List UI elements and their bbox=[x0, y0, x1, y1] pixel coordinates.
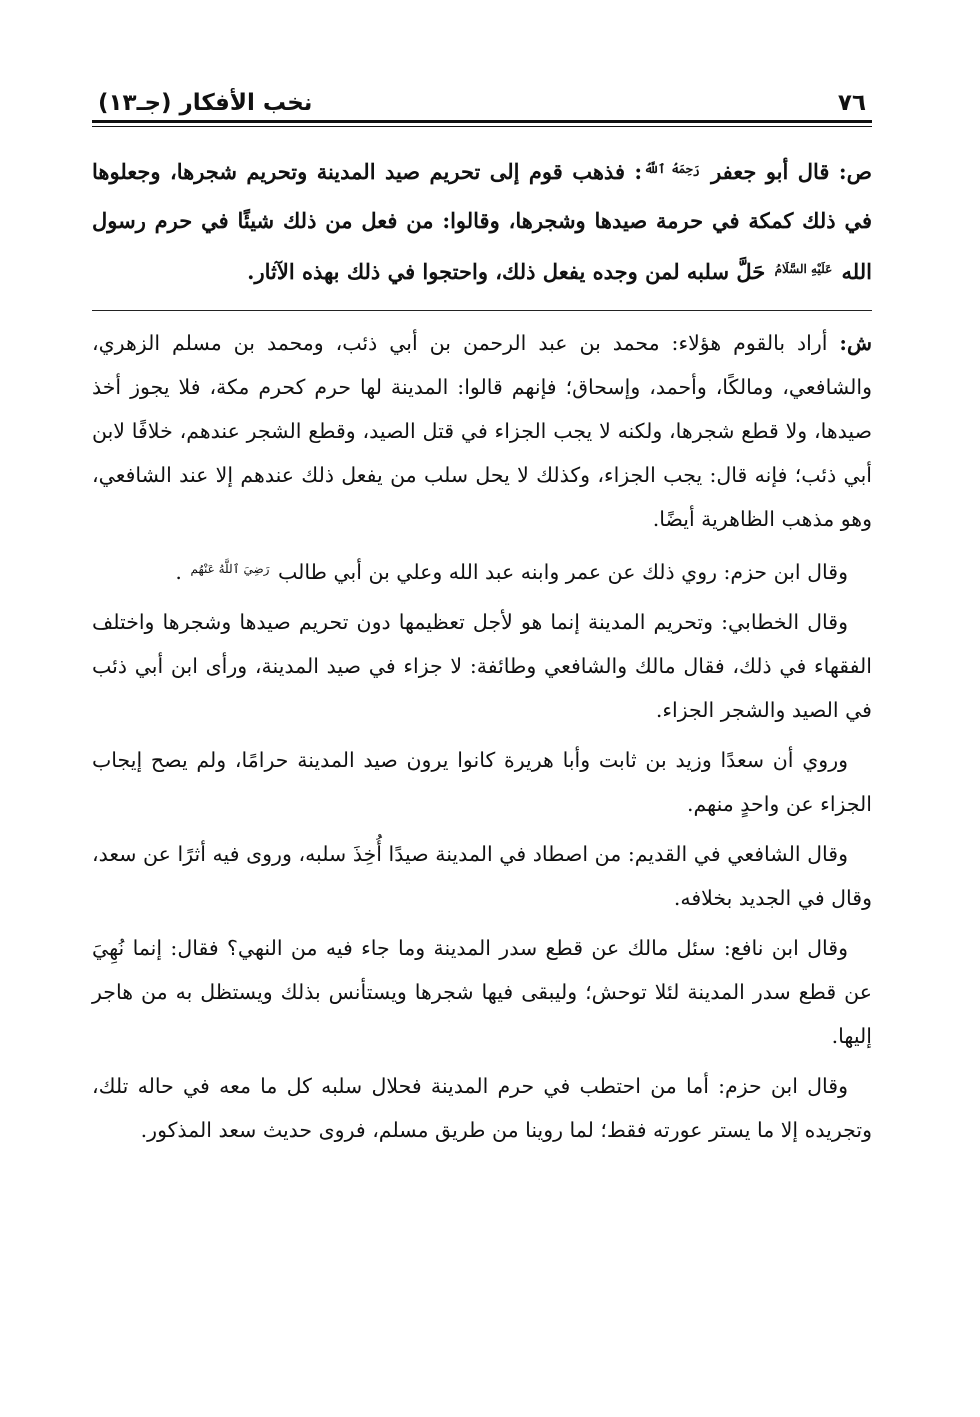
ibn-hazm-quote-end: . bbox=[175, 560, 182, 584]
ibn-hazm-ruling-paragraph: وقال ابن حزم: أما من احتطب في حرم المدينة فحلال سلبه كل ما معه في حاله تلك، وتجريده إلا ما يستر عورته فقط؛ لما روينا من طريق مسلم، فروى حديث سعد المذكور. bbox=[92, 1074, 872, 1142]
page-body bbox=[92, 145, 872, 1152]
section-divider bbox=[92, 310, 872, 311]
page-number: ٧٦ bbox=[837, 90, 866, 116]
running-title: نخب الأفكار (جـ١٣) bbox=[98, 90, 313, 116]
saad-narration-paragraph: وروي أن سعدًا وزيد بن ثابت وأبا هريرة كانوا يرون صيد المدينة حرامًا، ولم يصح إيجاب الجزاء عن واحدٍ منهم. bbox=[92, 748, 872, 816]
matn-paragraph bbox=[92, 145, 872, 296]
radiyallahu-anhum-honorific: رَضِيَ ٱللَّهُ عَنْهُم bbox=[190, 562, 270, 576]
sharh-marker: ش: bbox=[839, 331, 872, 355]
rahimahullah-honorific: رَحِمَهُ ٱللَّهُ bbox=[644, 162, 700, 176]
sharh-paragraph bbox=[92, 321, 872, 541]
document-page bbox=[92, 72, 872, 1152]
ibn-nafi-paragraph: وقال ابن نافع: سئل مالك عن قطع سدر المدينة وما جاء فيه من النهي؟ فقال: إنما نُهِيَ عن قطع سدر المدينة لئلا توحش؛ وليبقى فيها شجرها ويستأنس بذلك ويستظل به من هاجر إليها. bbox=[92, 936, 872, 1048]
ibn-hazm-quote-paragraph bbox=[92, 547, 872, 594]
page-header bbox=[92, 72, 872, 116]
matn-marker: ص: bbox=[838, 159, 873, 184]
sharh-text: أراد بالقوم هؤلاء: محمد بن عبد الرحمن بن أبي ذئب، ومحمد بن مسلم الزهري، والشافعي، ومالكًا، وأحمد، وإسحاق؛ فإنهم قالوا: المدينة لها حرم كحرم مكة، فلا يجوز أخذ صيدها، ولا قطع شجرها، ولكنه لا يجب الجزاء في قتل الصيد، وقطع الشجر عندهم، خلافًا لابن أبي ذئب؛ فإنه قال: يجب الجزاء، وكذلك لا يحل سلب من يفعل ذلك عندهم إلا عند الشافعي، وهو مذهب الظاهرية أيضًا. bbox=[92, 331, 872, 531]
khattabi-paragraph: وقال الخطابي: وتحريم المدينة إنما هو لأجل تعظيمها دون تحريم صيدها وشجرها واختلف الفقهاء في ذلك، فقال مالك والشافعي وطائفة: لا جزاء في صيد المدينة، ورأى ابن أبي ذئب في الصيد والشجر الجزاء. bbox=[92, 610, 872, 722]
matn-text-3: حَلَّ سلبه لمن وجده يفعل ذلك، واحتجوا في ذلك بهذه الآثار. bbox=[247, 259, 766, 284]
header-rule-thin bbox=[92, 126, 872, 127]
ibn-hazm-quote-text: وقال ابن حزم: روي ذلك عن عمر وابنه عبد الله وعلي بن أبي طالب bbox=[278, 560, 848, 584]
header-rule-thick bbox=[92, 120, 872, 123]
alayhissalam-honorific: عَلَيْهِ السَّلَامُ bbox=[774, 262, 833, 276]
matn-text-1: قال أبو جعفر bbox=[711, 159, 830, 184]
matn-text-2: : فذهب قوم إلى تحريم صيد المدينة وتحريم شجرها، وجعلوها في ذلك كمكة في حرمة صيدها وشجرها، وقالوا: من فعل من ذلك شيئًا في حرم رسول الله bbox=[92, 159, 872, 284]
shafii-paragraph: وقال الشافعي في القديم: من اصطاد في المدينة صيدًا أُخِذَ سلبه، وروى فيه أثرًا عن سعد، وقال في الجديد بخلافه. bbox=[92, 842, 872, 910]
